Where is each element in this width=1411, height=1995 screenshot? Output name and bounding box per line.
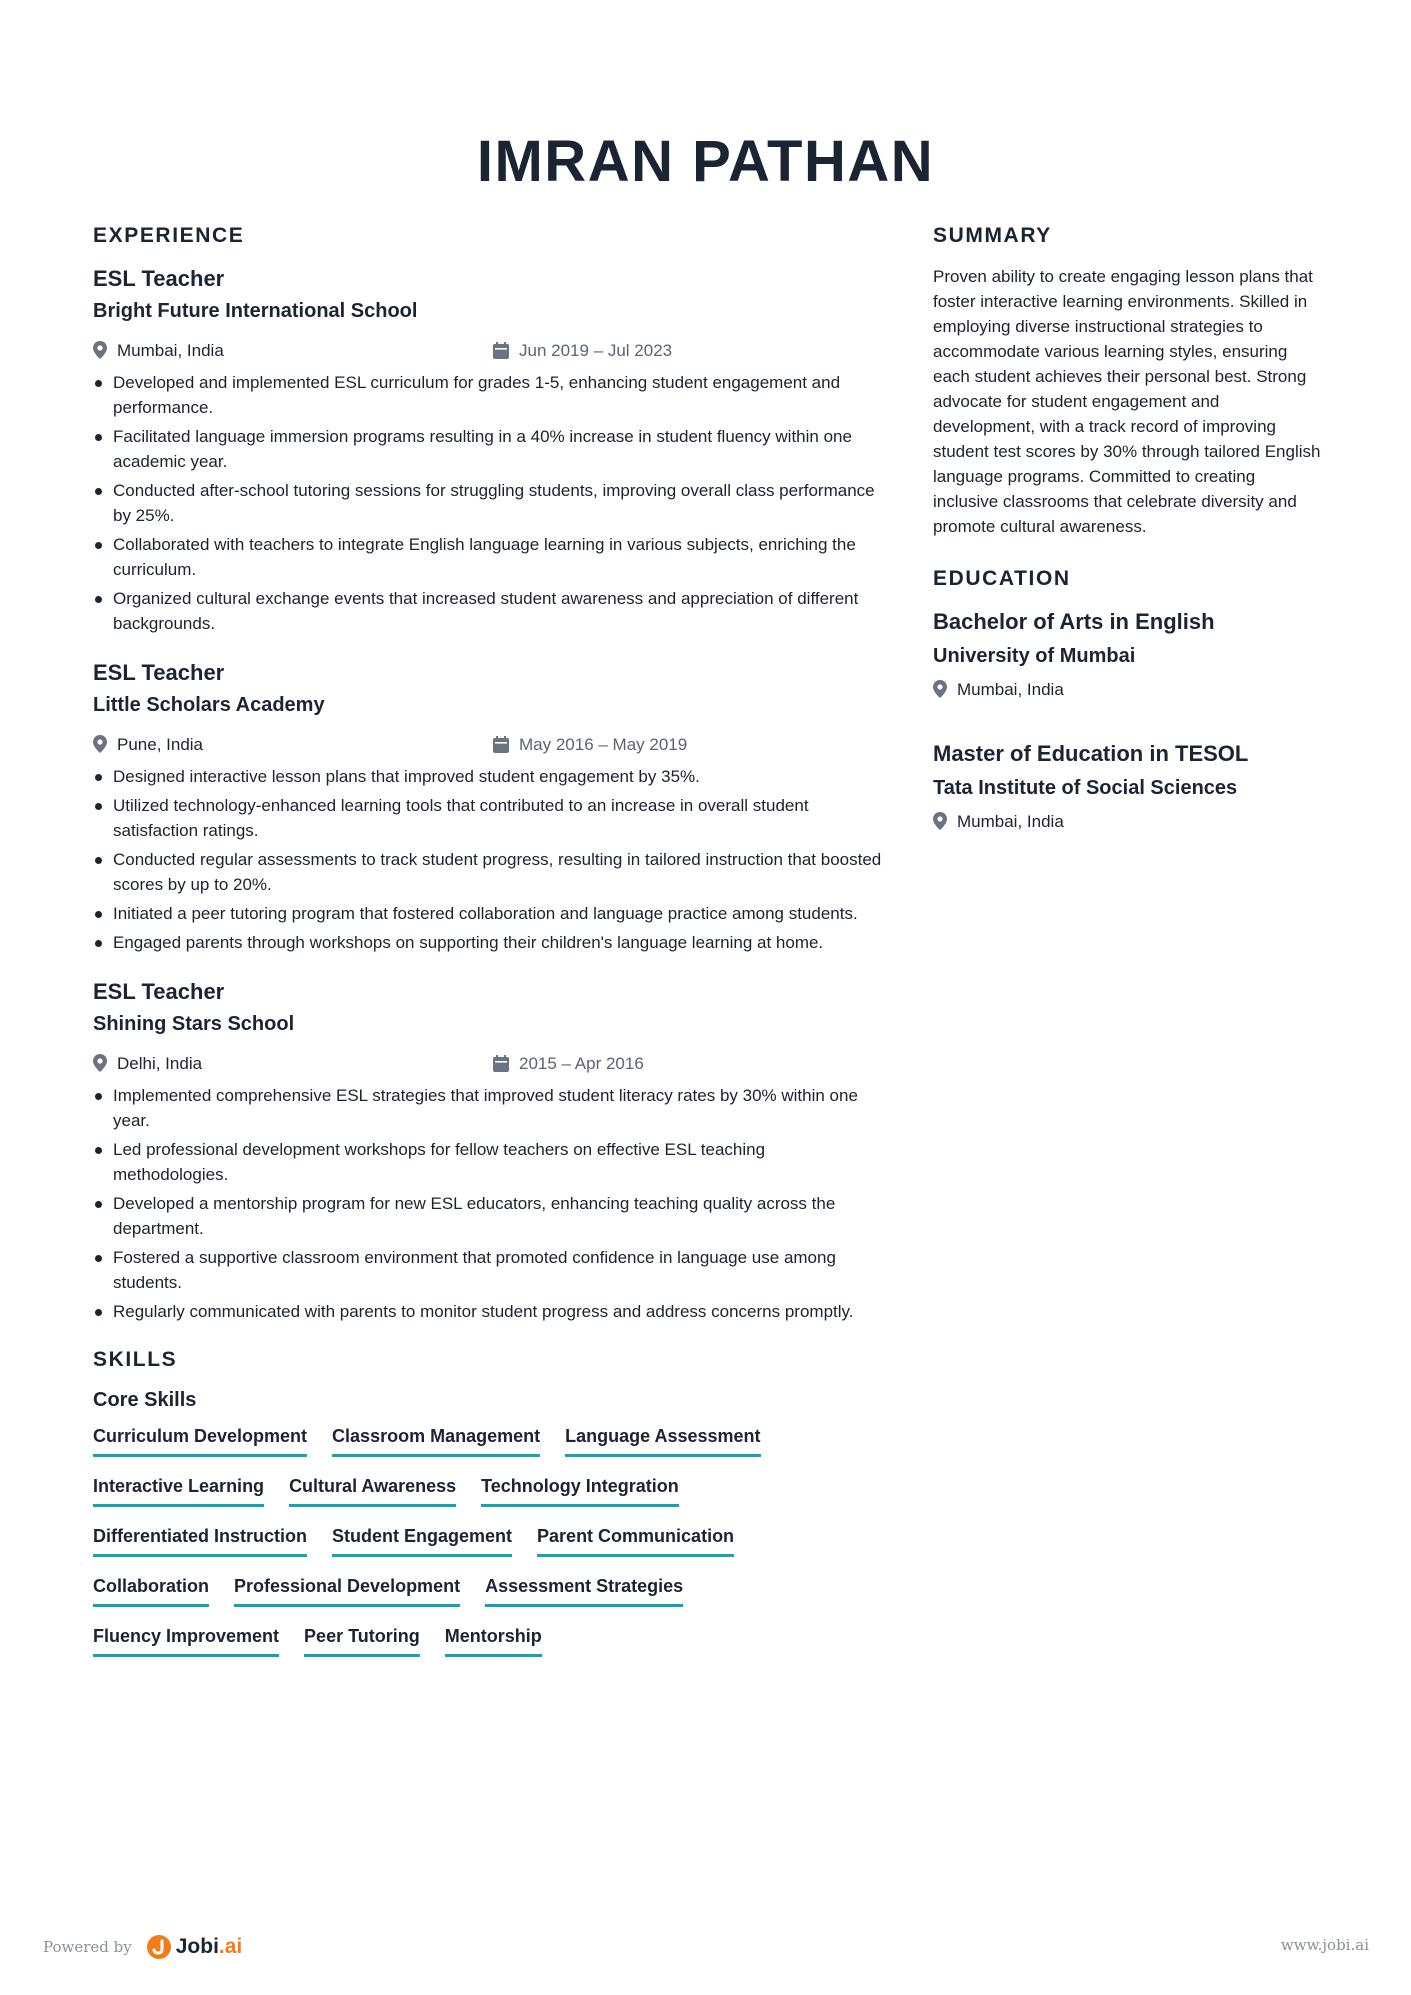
skill-chip: Fluency Improvement bbox=[93, 1622, 279, 1657]
job-bullet: Collaborated with teachers to integrate English language learning in various subjects, enriching the curriculum. bbox=[93, 532, 883, 582]
calendar-icon bbox=[493, 735, 519, 754]
job-bullet: Organized cultural exchange events that increased student awareness and appreciation of different backgrounds. bbox=[93, 586, 883, 636]
skill-chip: Mentorship bbox=[445, 1622, 542, 1657]
job-dates bbox=[493, 732, 687, 758]
job-company: Bright Future International School bbox=[93, 300, 418, 322]
summary-text: Proven ability to create engaging lesson plans that foster interactive learning environments. Skilled in employing diverse instructional strategies to accommodate various learning styles, ensuring each student achieves their personal best. Strong advocate for student engagement and development, with a track record of improving student test scores by 30% through tailored English language programs. Committed to creating inclusive classrooms that celebrate diversity and promote cultural awareness. bbox=[933, 267, 1321, 536]
calendar-icon bbox=[493, 1054, 519, 1073]
map-pin-icon bbox=[93, 341, 117, 360]
jobi-logo[interactable] bbox=[146, 1934, 243, 1960]
map-pin-icon bbox=[933, 680, 957, 699]
skills-heading: SKILLS bbox=[93, 1348, 178, 1371]
job-meta bbox=[93, 1051, 883, 1077]
education-entry bbox=[933, 607, 1323, 703]
job-bullet: Initiated a peer tutoring program that fostered collaboration and language practice among students. bbox=[93, 901, 883, 926]
skill-row bbox=[93, 1472, 883, 1514]
education-entry bbox=[933, 739, 1323, 835]
footer-powered-by bbox=[43, 1934, 242, 1960]
job-bullet: Regularly communicated with parents to monitor student progress and address concerns promptly. bbox=[93, 1299, 883, 1324]
education-school: University of Mumbai bbox=[933, 645, 1136, 667]
job-location-text: Delhi, India bbox=[117, 1054, 203, 1073]
job-location-text: Mumbai, India bbox=[117, 341, 224, 360]
job-title: ESL Teacher bbox=[93, 979, 225, 1004]
skill-chip: Curriculum Development bbox=[93, 1422, 307, 1457]
job-bullet: Developed and implemented ESL curriculum for grades 1-5, enhancing student engagement and performance. bbox=[93, 370, 883, 420]
job-dates-text: May 2016 – May 2019 bbox=[519, 735, 688, 754]
education-location bbox=[933, 677, 1323, 703]
skill-row bbox=[93, 1622, 883, 1664]
map-pin-icon bbox=[933, 812, 957, 831]
job-dates bbox=[493, 338, 672, 364]
education-list bbox=[933, 607, 1323, 835]
job-title: ESL Teacher bbox=[93, 266, 225, 291]
skill-row bbox=[93, 1522, 883, 1564]
skill-row bbox=[93, 1422, 883, 1464]
job-bullets bbox=[93, 764, 883, 955]
education-location bbox=[933, 809, 1323, 835]
left-column bbox=[93, 222, 883, 1664]
job-bullet: Led professional development workshops for fellow teachers on effective ESL teaching methodologies. bbox=[93, 1137, 883, 1187]
skill-row bbox=[93, 1572, 883, 1614]
skill-chip: Cultural Awareness bbox=[289, 1472, 456, 1507]
skill-chip: Language Assessment bbox=[565, 1422, 760, 1457]
skill-chip: Collaboration bbox=[93, 1572, 209, 1607]
right-column bbox=[933, 222, 1323, 871]
jobi-logo-icon bbox=[146, 1934, 172, 1960]
skill-chip: Assessment Strategies bbox=[485, 1572, 683, 1607]
skill-chip: Student Engagement bbox=[332, 1522, 512, 1557]
job-meta bbox=[93, 732, 883, 758]
skills-list bbox=[93, 1422, 883, 1664]
education-degree: Bachelor of Arts in English bbox=[933, 609, 1215, 634]
skill-chip: Differentiated Instruction bbox=[93, 1522, 307, 1557]
job-bullets bbox=[93, 370, 883, 636]
job-bullet: Designed interactive lesson plans that improved student engagement by 35%. bbox=[93, 764, 883, 789]
education-location-text: Mumbai, India bbox=[957, 812, 1064, 831]
experience-heading: EXPERIENCE bbox=[93, 224, 245, 247]
job-entry bbox=[93, 264, 883, 636]
job-bullet: Implemented comprehensive ESL strategies that improved student literacy rates by 30% within one year. bbox=[93, 1083, 883, 1133]
skill-chip: Peer Tutoring bbox=[304, 1622, 420, 1657]
job-bullet: Utilized technology-enhanced learning tools that contributed to an increase in overall student satisfaction ratings. bbox=[93, 793, 883, 843]
job-title: ESL Teacher bbox=[93, 660, 225, 685]
job-company: Little Scholars Academy bbox=[93, 694, 325, 716]
brand-main: Jobi bbox=[175, 1935, 219, 1958]
skill-chip: Professional Development bbox=[234, 1572, 460, 1607]
job-bullet: Conducted regular assessments to track student progress, resulting in tailored instruction that boosted scores by up to 20%. bbox=[93, 847, 883, 897]
job-meta bbox=[93, 338, 883, 364]
job-company: Shining Stars School bbox=[93, 1013, 295, 1035]
job-location bbox=[93, 732, 203, 758]
job-bullet: Engaged parents through workshops on supporting their children's language learning at home. bbox=[93, 930, 883, 955]
map-pin-icon bbox=[93, 1054, 117, 1073]
skills-subheading: Core Skills bbox=[93, 1389, 197, 1411]
map-pin-icon bbox=[93, 735, 117, 754]
candidate-name: IMRAN PATHAN bbox=[476, 129, 935, 194]
education-school: Tata Institute of Social Sciences bbox=[933, 777, 1238, 799]
job-location-text: Pune, India bbox=[117, 735, 204, 754]
education-location-text: Mumbai, India bbox=[957, 680, 1064, 699]
job-dates-text: 2015 – Apr 2016 bbox=[519, 1054, 644, 1073]
job-dates bbox=[493, 1051, 644, 1077]
job-bullet: Facilitated language immersion programs resulting in a 40% increase in student fluency within one academic year. bbox=[93, 424, 883, 474]
experience-list bbox=[93, 264, 883, 1324]
job-bullets bbox=[93, 1083, 883, 1324]
footer-website[interactable]: www.jobi.ai bbox=[1280, 1936, 1369, 1954]
summary-heading: SUMMARY bbox=[933, 224, 1052, 247]
skill-chip: Technology Integration bbox=[481, 1472, 679, 1507]
job-bullet: Developed a mentorship program for new ESL educators, enhancing teaching quality across the department. bbox=[93, 1191, 883, 1241]
job-bullet: Fostered a supportive classroom environment that promoted confidence in language use among students. bbox=[93, 1245, 883, 1295]
calendar-icon bbox=[493, 341, 519, 360]
powered-by-label: Powered by bbox=[43, 1938, 132, 1956]
job-location bbox=[93, 1051, 202, 1077]
brand-suffix: .ai bbox=[218, 1935, 243, 1958]
job-dates-text: Jun 2019 – Jul 2023 bbox=[519, 341, 673, 360]
skill-chip: Classroom Management bbox=[332, 1422, 540, 1457]
job-location bbox=[93, 338, 224, 364]
education-degree: Master of Education in TESOL bbox=[933, 741, 1249, 766]
education-heading: EDUCATION bbox=[933, 567, 1071, 590]
job-entry bbox=[93, 977, 883, 1324]
skill-chip: Parent Communication bbox=[537, 1522, 734, 1557]
job-entry bbox=[93, 658, 883, 955]
skill-chip: Interactive Learning bbox=[93, 1472, 264, 1507]
job-bullet: Conducted after-school tutoring sessions for struggling students, improving overall class performance by 25%. bbox=[93, 478, 883, 528]
